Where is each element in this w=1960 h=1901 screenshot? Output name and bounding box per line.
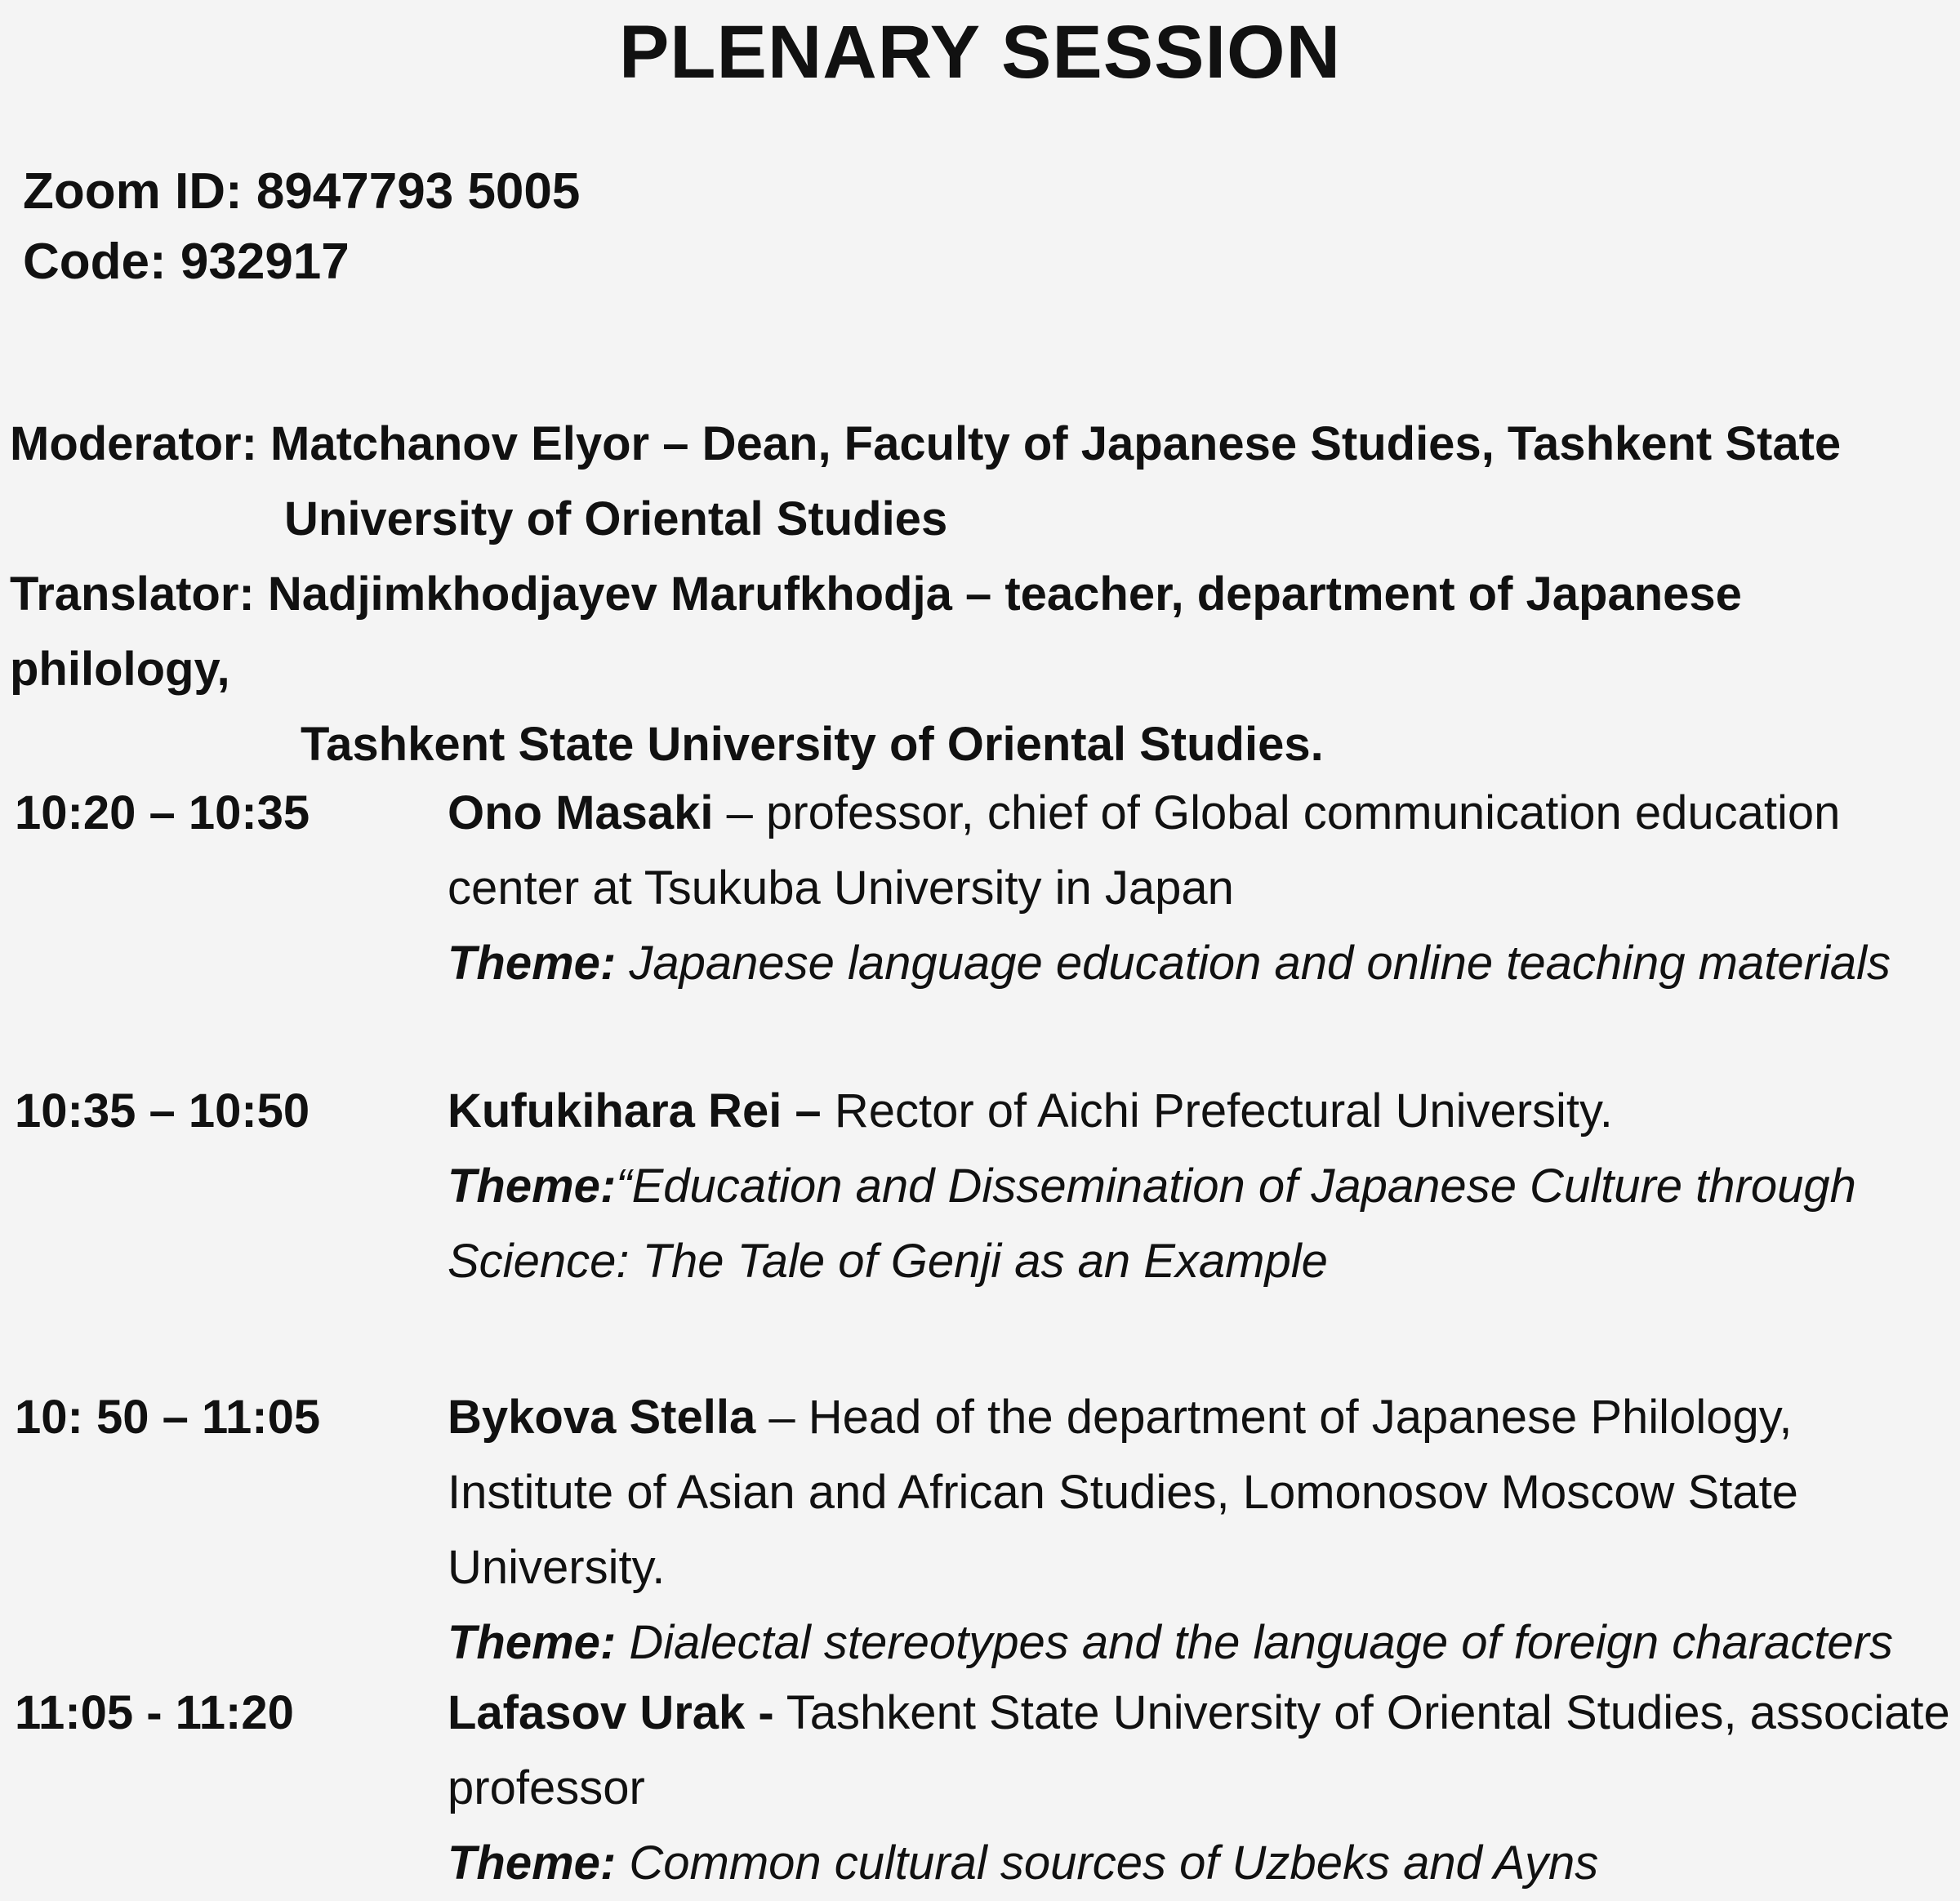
theme-text: Dialectal stereotypes and the language of foreign characters [616, 1616, 1893, 1669]
speaker-name: Lafasov Urak - [448, 1686, 774, 1739]
theme-line [448, 1826, 1950, 1901]
moderator-label: Moderator: [10, 417, 257, 470]
session-time: 11:05 - 11:20 [15, 1686, 294, 1739]
translator-label: Translator: [10, 568, 255, 621]
speaker-line [448, 1676, 1950, 1826]
zoom-id: Zoom ID: 8947793 5005 [23, 163, 581, 220]
theme-line [448, 1605, 1950, 1681]
session-time: 10:20 – 10:35 [15, 786, 310, 839]
session-item [15, 1380, 1950, 1681]
speaker-affiliation: Rector of Aichi Prefectural University. [834, 1084, 1613, 1137]
speaker-line [448, 776, 1950, 926]
session-body [448, 1380, 1950, 1681]
speaker-affiliation: professor, chief of Global communication education center at Tsukuba University in Japan [448, 786, 1841, 915]
session-body [448, 1074, 1950, 1299]
session-item [15, 776, 1950, 1001]
name-separator [774, 1686, 786, 1739]
translator-line [10, 557, 1953, 707]
speaker-affiliation: Tashkent State University of Oriental Studies, associate professor [448, 1686, 1950, 1814]
zoom-code: Code: 932917 [23, 234, 350, 290]
name-separator [822, 1084, 835, 1137]
theme-label: Theme: [448, 1616, 617, 1669]
zoom-details [23, 157, 580, 297]
speaker-line [448, 1380, 1950, 1605]
moderator-text: Matchanov Elyor – Dean, Faculty of Japanese Studies, Tashkent State [270, 417, 1842, 470]
theme-text: Japanese language education and online teaching materials [616, 937, 1891, 990]
page-title: PLENARY SESSION [618, 11, 1342, 94]
session-time: 10:35 – 10:50 [15, 1084, 310, 1137]
theme-label: Theme: [448, 937, 617, 990]
speaker-name: Kufukihara Rei – [448, 1084, 822, 1137]
speaker-line [448, 1074, 1950, 1149]
name-separator: – [755, 1391, 808, 1444]
moderator-line-2: University of Oriental Studies [284, 492, 948, 545]
name-separator: – [713, 786, 767, 839]
speaker-affiliation: Head of the department of Japanese Philology, Institute of Asian and African Studies, Lomonosov Moscow State University. [448, 1391, 1798, 1594]
speaker-name: Bykova Stella [448, 1391, 756, 1444]
session-item [15, 1676, 1950, 1901]
theme-label: Theme: [448, 1836, 617, 1890]
session-time: 10: 50 – 11:05 [15, 1391, 321, 1444]
theme-label: Theme: [448, 1160, 617, 1213]
theme-line [448, 1149, 1950, 1299]
moderator-line [10, 407, 1953, 482]
session-body [448, 1676, 1950, 1901]
theme-line [448, 926, 1950, 1001]
session-staff [10, 407, 1953, 782]
speaker-name: Ono Masaki [448, 786, 714, 839]
session-body [448, 776, 1950, 1001]
session-item [15, 1074, 1950, 1299]
translator-line-2: Tashkent State University of Oriental Studies. [301, 718, 1324, 771]
theme-text: “Education and Dissemination of Japanese Culture through Science: The Tale of Genji as an Example [448, 1160, 1856, 1288]
translator-text: Nadjimkhodjayev Marufkhodja – teacher, department of Japanese philology, [10, 568, 1742, 696]
theme-text: Common cultural sources of Uzbeks and Ayns [616, 1836, 1599, 1890]
